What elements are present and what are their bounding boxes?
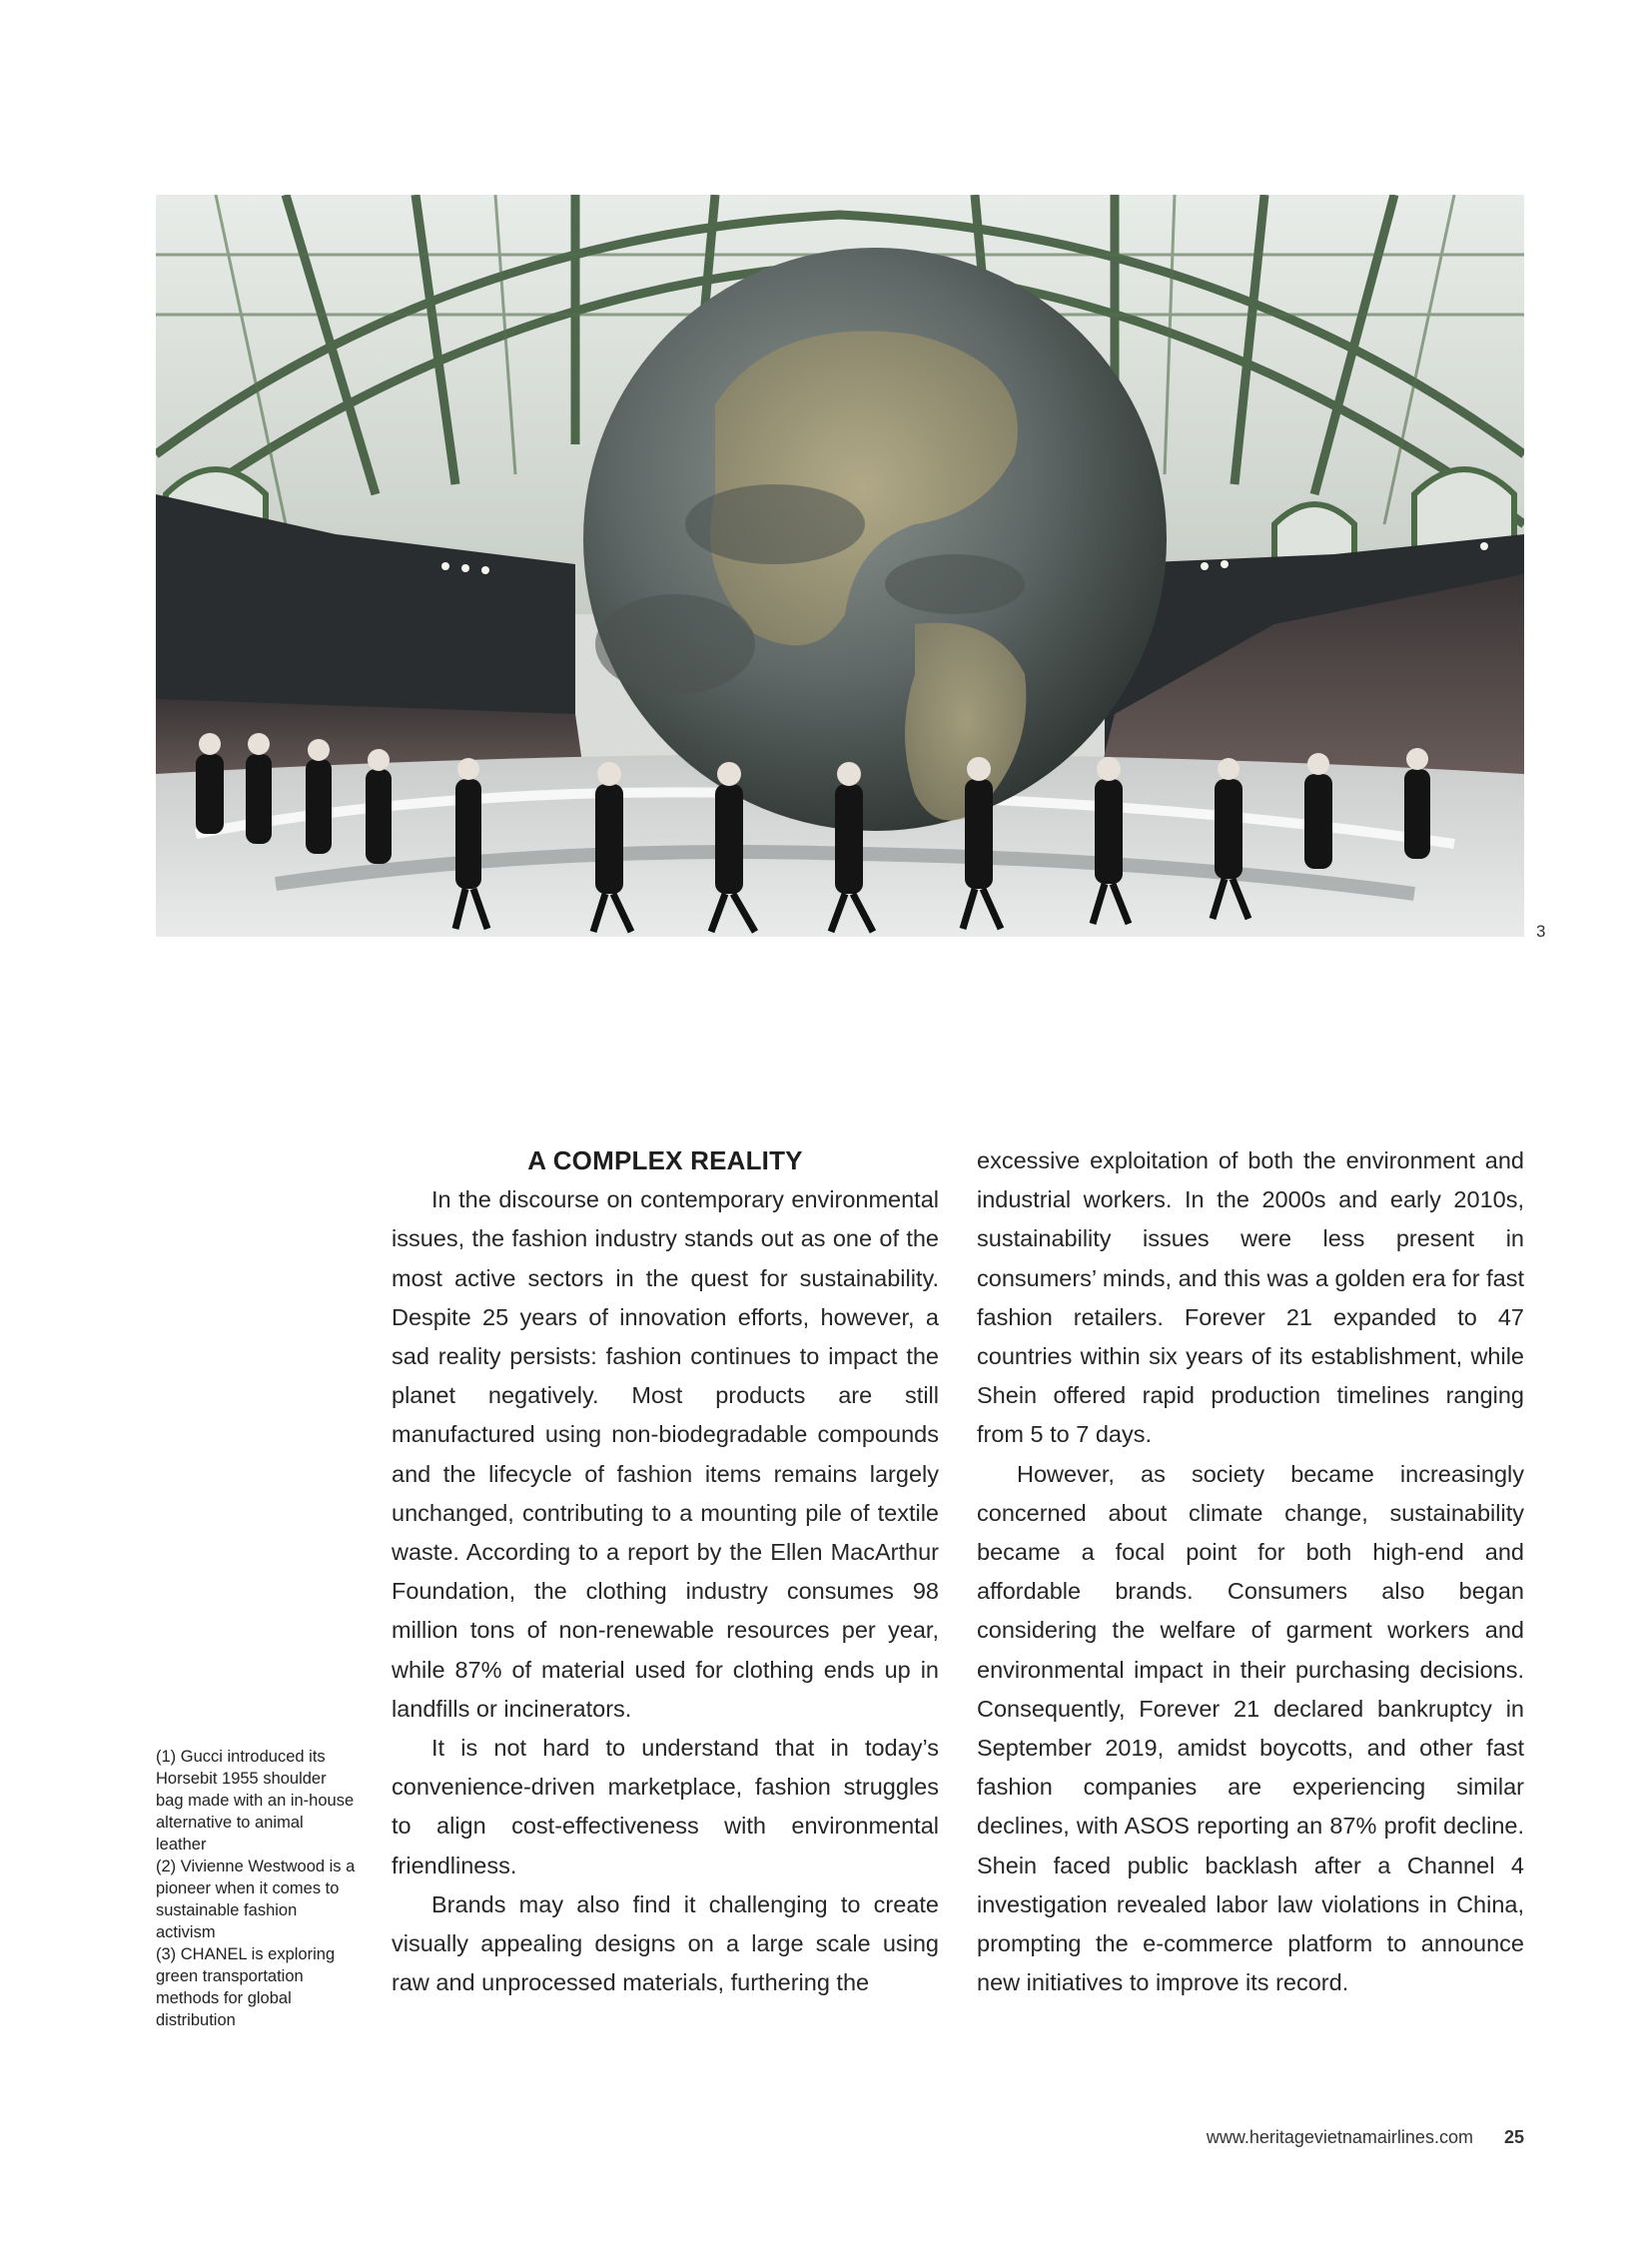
page-number: 25 <box>1503 2127 1524 2147</box>
article-paragraph: However, as society became increasingly concerned about climate change, sustainability became a focal point for both high-end and affordable brands. Consumers also began considering the welfare of garment workers and environmental impact in their purchasing decisions. Consequently, Forever 21 declared bankruptcy in September 2019, amidst boycotts, and other fast fashion companies are experiencing similar declines, with ASOS reporting an 87% profit decline. Shein faced public backlash after a Channel 4 investigation revealed labor law violations in China, prompting the e-commerce platform to announce new initiatives to improve its record. <box>977 1460 1524 1996</box>
article-paragraph: It is not hard to understand that in today’s convenience-driven marketplace, fashion struggles to align cost-effectiveness with environmental friendliness. <box>392 1735 939 1878</box>
page-footer <box>1207 2127 1524 2148</box>
caption-1: (1) Gucci introduced its Horsebit 1955 shoulder bag made with an in-house alternative to animal leather <box>156 1748 355 1854</box>
article-column-left <box>392 1141 939 2002</box>
article-paragraph: excessive exploitation of both the environment and industrial workers. In the 2000s and early 2010s, sustainability issues were less present in consumers’ minds, and this was a golden era for fast fashion retailers. Forever 21 expanded to 47 countries within six years of its establishment, while Shein offered rapid production timelines ranging from 5 to 7 days. <box>977 1147 1524 1448</box>
fashion-show-globe-photo <box>156 195 1524 937</box>
article-paragraph: In the discourse on contemporary environmental issues, the fashion industry stands out as one of the most active sectors in the quest for sustainability. Despite 25 years of innovation efforts, however, a sad reality persists: fashion continues to impact the planet negatively. Most products are still manufactured using non-biodegradable compounds and the lifecycle of fashion items remains largely unchanged, contributing to a mounting pile of textile waste. According to a report by the Ellen MacArthur Foundation, the clothing industry consumes 98 million tons of non-renewable resources per year, while 87% of material used for clothing ends up in landfills or incinerators. <box>392 1186 939 1722</box>
caption-2: (2) Vivienne Westwood is a pioneer when it comes to sustainable fashion activism <box>156 1858 356 1941</box>
photo-number: 3 <box>1536 922 1546 941</box>
caption-3: (3) CHANEL is exploring green transportation methods for global distribution <box>156 1945 336 2029</box>
website-link[interactable]: www.heritagevietnamairlines.com <box>1206 2127 1473 2147</box>
photo-illustration <box>156 195 1524 937</box>
article-column-right <box>977 1141 1524 2002</box>
article-paragraph: Brands may also find it challenging to create visually appealing designs on a large scale using raw and unprocessed materials, furthering the <box>392 1890 939 1996</box>
photo-captions <box>156 1746 356 2031</box>
section-heading: A COMPLEX REALITY <box>527 1145 803 1175</box>
